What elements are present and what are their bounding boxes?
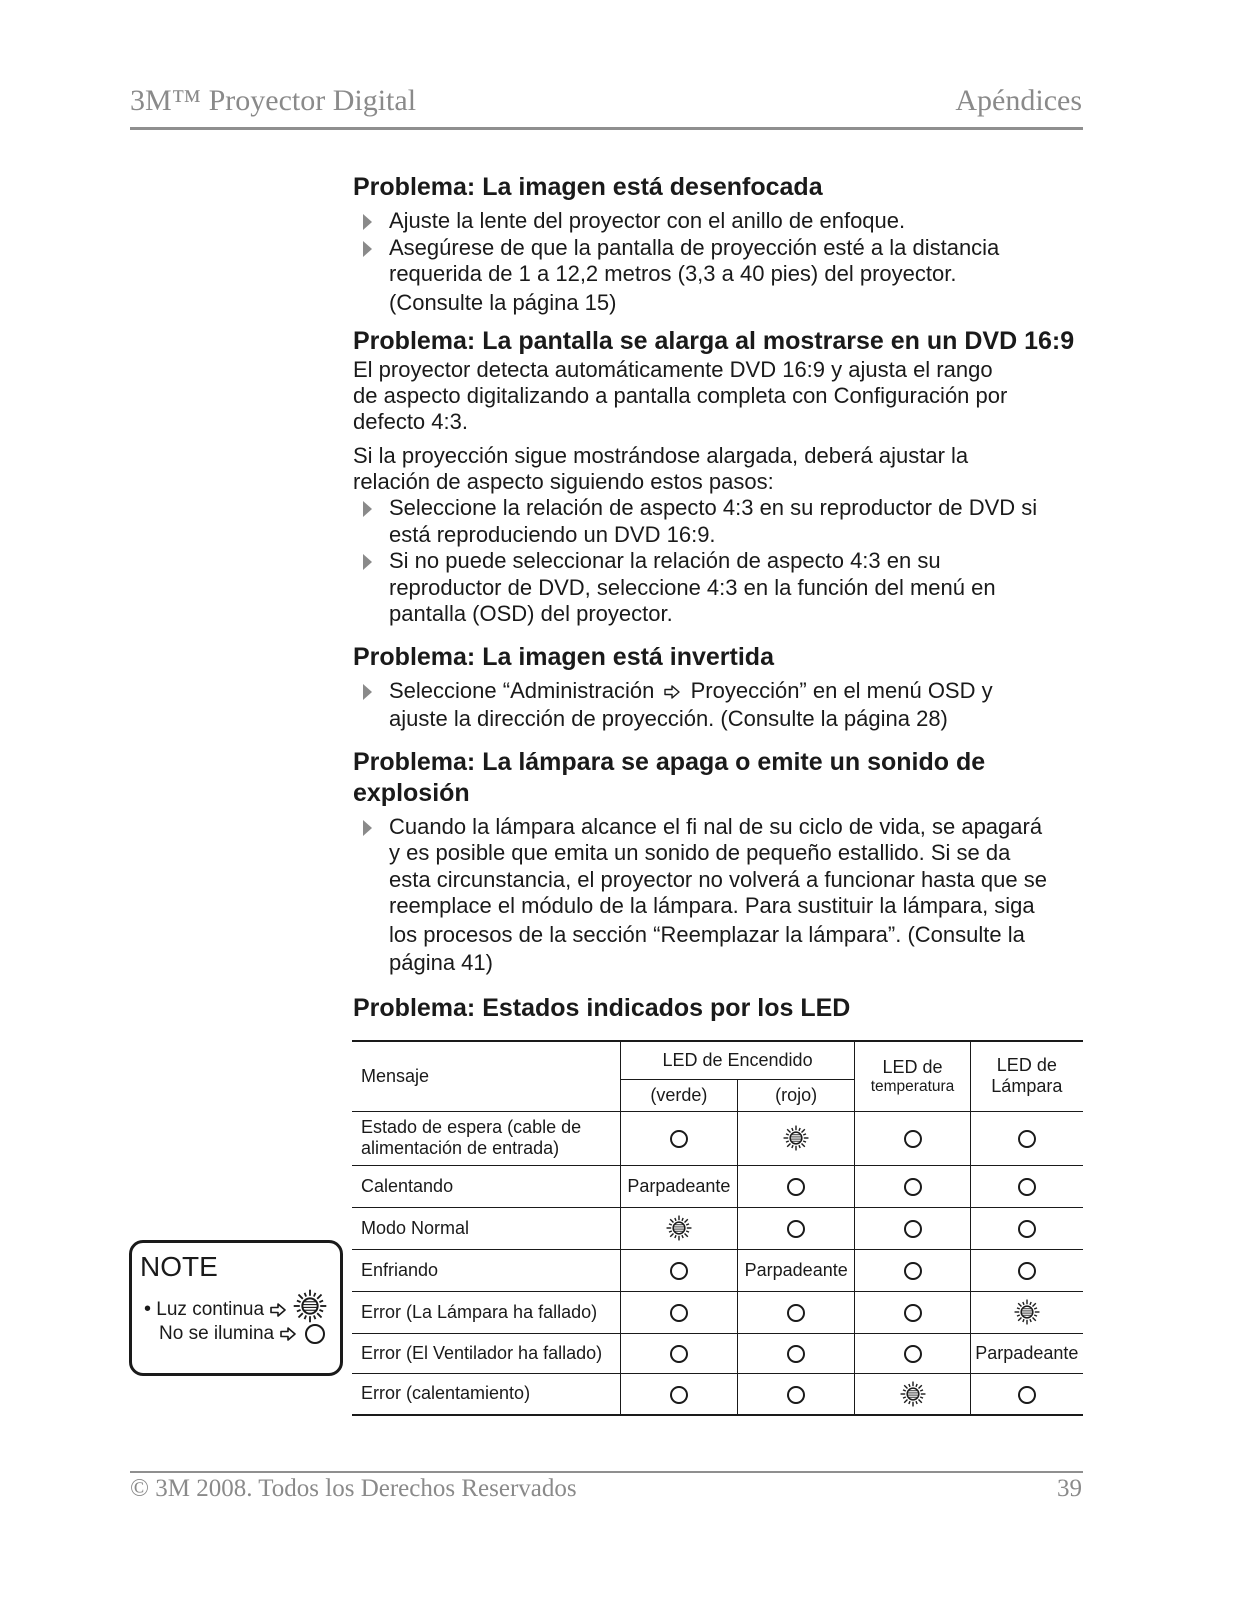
led-off-icon	[1018, 1178, 1036, 1196]
led-cell-green	[620, 1291, 737, 1333]
header-mensaje: Mensaje	[352, 1041, 620, 1111]
row-message-line: Error (La Lámpara ha fallado)	[361, 1301, 598, 1322]
note-steady-label: Luz continua	[156, 1299, 265, 1320]
led-cell-red	[738, 1207, 855, 1249]
led-cell-red	[738, 1249, 855, 1291]
led-cell-red	[738, 1373, 855, 1415]
row-message-line: Estado de espera (cable de	[361, 1117, 582, 1137]
table-row	[352, 1111, 1083, 1165]
led-off-icon	[670, 1386, 688, 1404]
list-item	[353, 678, 1113, 733]
led-blink-label: Parpadeante	[975, 1342, 1079, 1363]
led-off-icon	[670, 1130, 688, 1148]
bullet-triangle-icon	[363, 214, 372, 230]
row-message	[352, 1207, 620, 1249]
note-off-label: No se ilumina	[159, 1323, 275, 1344]
led-off-icon	[1018, 1220, 1036, 1238]
heading-lamp-off: Problema: La lámpara se apaga o emite un sonido de	[353, 747, 986, 776]
led-off-icon	[670, 1345, 688, 1363]
led-cell-green	[620, 1333, 737, 1373]
led-cell-temp	[855, 1165, 970, 1207]
list-item	[353, 495, 1113, 548]
header-lamp-line: Lámpara	[991, 1076, 1063, 1097]
led-cell-lamp	[970, 1373, 1083, 1415]
row-message	[352, 1333, 620, 1373]
table-row	[352, 1291, 1083, 1333]
led-off-icon	[787, 1304, 805, 1322]
list-item-text: esta circunstancia, el proyector no volverá a funcionar hasta que se	[389, 866, 1047, 892]
list-item-text: requerida de 1 a 12,2 metros (3,3 a 40 pies) del proyector.	[389, 261, 957, 286]
list-item	[353, 814, 1113, 977]
table-row	[352, 1207, 1083, 1249]
led-off-icon	[904, 1220, 922, 1238]
led-cell-temp	[855, 1207, 970, 1249]
led-cell-green	[620, 1111, 737, 1165]
led-cell-red	[738, 1333, 855, 1373]
paragraph-line: El proyector detecta automáticamente DVD 16:9 y ajusta el rango	[353, 357, 993, 382]
led-cell-green	[620, 1249, 737, 1291]
led-cell-temp	[855, 1111, 970, 1165]
heading-led-states: Problema: Estados indicados por los LED	[353, 993, 851, 1022]
row-message-line: Enfriando	[361, 1259, 439, 1280]
led-off-icon	[787, 1220, 805, 1238]
led-cell-red	[738, 1165, 855, 1207]
heading-stretched-dvd: Problema: La pantalla se alarga al mostrarse en un DVD 16:9	[353, 327, 1075, 355]
list-item-text: Asegúrese de que la pantalla de proyección esté a la distancia	[389, 234, 1000, 260]
led-cell-green	[620, 1165, 737, 1207]
arrow-right-icon	[664, 685, 680, 699]
led-cell-lamp	[970, 1207, 1083, 1249]
led-off-icon	[1018, 1262, 1036, 1280]
led-off-icon	[787, 1178, 805, 1196]
note-box	[129, 1240, 343, 1376]
paragraph-line: defecto 4:3.	[353, 409, 468, 434]
led-cell-lamp	[970, 1333, 1083, 1373]
led-cell-temp	[855, 1373, 970, 1415]
header-lamp-led	[970, 1041, 1083, 1111]
list-item-text: Seleccione la relación de aspecto 4:3 en su reproductor de DVD si	[389, 495, 1038, 520]
arrow-right-icon	[279, 1327, 297, 1341]
list-item	[353, 548, 1113, 628]
list-item-text: ajuste la dirección de proyección. (Consulte la página 28)	[389, 706, 948, 731]
list-item-text: los procesos de la sección “Reemplazar la lámpara”. (Consulte la	[389, 921, 1025, 947]
table-row	[352, 1165, 1083, 1207]
header-title: 3M™ Proyector Digital	[130, 84, 417, 117]
row-message-line: Error (calentamiento)	[361, 1383, 531, 1404]
header-divider	[130, 127, 1083, 130]
header-green: (verde)	[620, 1079, 737, 1111]
footer-copyright: © 3M 2008. Todos los Derechos Reservados	[130, 1475, 577, 1502]
bullet-triangle-icon	[363, 820, 372, 836]
footer-divider	[130, 1471, 1083, 1473]
page-header	[130, 84, 1082, 124]
led-off-icon	[787, 1386, 805, 1404]
led-off-icon	[305, 1324, 325, 1344]
list-item-text: (Consulte la página 15)	[389, 289, 617, 315]
row-message	[352, 1373, 620, 1415]
header-temp-line: temperatura	[870, 1077, 955, 1095]
list-item-text: Si no puede seleccionar la relación de aspecto 4:3 en su	[389, 548, 941, 573]
heading-lamp-off-cont: explosión	[353, 778, 470, 807]
led-on-icon	[783, 1125, 809, 1151]
menu-path-end: Proyección” en el menú OSD y	[690, 677, 993, 703]
led-cell-temp	[855, 1249, 970, 1291]
led-cell-green	[620, 1207, 737, 1249]
bullet-triangle-icon	[363, 501, 372, 517]
led-off-icon	[904, 1262, 922, 1280]
document-body	[353, 172, 1113, 1024]
row-message	[352, 1165, 620, 1207]
table-row	[352, 1333, 1083, 1373]
led-table-body	[352, 1111, 1083, 1415]
led-off-icon	[787, 1345, 805, 1363]
led-blink-label: Parpadeante	[627, 1175, 731, 1196]
list-item-text: reemplace el módulo de la lámpara. Para sustituir la lámpara, siga	[389, 893, 1035, 918]
list-item-text	[389, 678, 1113, 705]
list-item-text: está reproduciendo un DVD 16:9.	[389, 521, 716, 547]
note-off-row	[159, 1323, 325, 1345]
led-cell-lamp	[970, 1111, 1083, 1165]
led-on-icon	[1014, 1299, 1040, 1325]
led-off-icon	[904, 1345, 922, 1363]
row-message-line: Calentando	[361, 1175, 454, 1196]
row-message-line: alimentación de entrada)	[361, 1138, 560, 1158]
led-on-icon	[900, 1381, 926, 1407]
note-bullet: •	[144, 1298, 152, 1320]
table-row	[352, 1373, 1083, 1415]
header-lamp-line: LED de	[996, 1055, 1057, 1076]
led-off-icon	[904, 1178, 922, 1196]
row-message	[352, 1111, 620, 1165]
menu-path-start: Seleccione “Administración	[389, 677, 655, 703]
paragraph-line: de aspecto digitalizando a pantalla completa con Configuración por	[353, 383, 1008, 408]
header-section: Apéndices	[955, 84, 1082, 117]
table-row	[352, 1249, 1083, 1291]
led-off-icon	[670, 1262, 688, 1280]
header-temp-led	[855, 1041, 970, 1111]
led-cell-red	[738, 1111, 855, 1165]
list-item-text: pantalla (OSD) del proyector.	[389, 601, 673, 626]
page-footer	[130, 1475, 1082, 1507]
led-cell-red	[738, 1291, 855, 1333]
header-power-led: LED de Encendido	[620, 1041, 855, 1079]
led-off-icon	[1018, 1386, 1036, 1404]
led-off-icon	[670, 1304, 688, 1322]
list-item	[353, 208, 1113, 235]
led-on-icon	[666, 1215, 692, 1241]
list-item-text: Ajuste la lente del proyector con el anillo de enfoque.	[389, 208, 906, 233]
row-message-line: Modo Normal	[361, 1217, 470, 1238]
heading-inverted-image: Problema: La imagen está invertida	[353, 642, 774, 671]
led-cell-green	[620, 1373, 737, 1415]
list-item-text: Cuando la lámpara alcance el fi nal de su ciclo de vida, se apagará	[389, 813, 1043, 839]
led-cell-lamp	[970, 1249, 1083, 1291]
led-off-icon	[1018, 1130, 1036, 1148]
led-cell-temp	[855, 1291, 970, 1333]
led-blink-label: Parpadeante	[744, 1259, 848, 1280]
row-message	[352, 1249, 620, 1291]
heading-blurry-image: Problema: La imagen está desenfocada	[353, 173, 823, 201]
led-cell-temp	[855, 1333, 970, 1373]
bullet-triangle-icon	[363, 684, 372, 700]
led-status-table	[352, 1040, 1083, 1416]
note-steady-row	[144, 1289, 327, 1323]
paragraph-line: Si la proyección sigue mostrándose alargada, deberá ajustar la	[353, 443, 969, 468]
led-on-icon	[293, 1299, 327, 1320]
bullet-triangle-icon	[363, 554, 372, 570]
list-item-text: reproductor de DVD, seleccione 4:3 en la función del menú en	[389, 574, 996, 600]
row-message-line: Error (El Ventilador ha fallado)	[361, 1342, 603, 1363]
list-item	[353, 235, 1113, 317]
row-message	[352, 1291, 620, 1333]
led-off-icon	[904, 1304, 922, 1322]
header-temp-line: LED de	[882, 1056, 943, 1077]
header-red: (rojo)	[738, 1079, 855, 1111]
paragraph-line: relación de aspecto siguiendo estos pasos:	[353, 469, 774, 494]
led-cell-lamp	[970, 1291, 1083, 1333]
note-title: NOTE	[140, 1251, 218, 1282]
bullet-triangle-icon	[363, 241, 372, 257]
page-number: 39	[1057, 1475, 1082, 1502]
arrow-right-icon	[269, 1303, 287, 1317]
led-cell-lamp	[970, 1165, 1083, 1207]
led-off-icon	[904, 1130, 922, 1148]
list-item-text: y es posible que emita un sonido de pequeño estallido. Si se da	[389, 840, 1011, 865]
list-item-text: página 41)	[389, 950, 493, 975]
